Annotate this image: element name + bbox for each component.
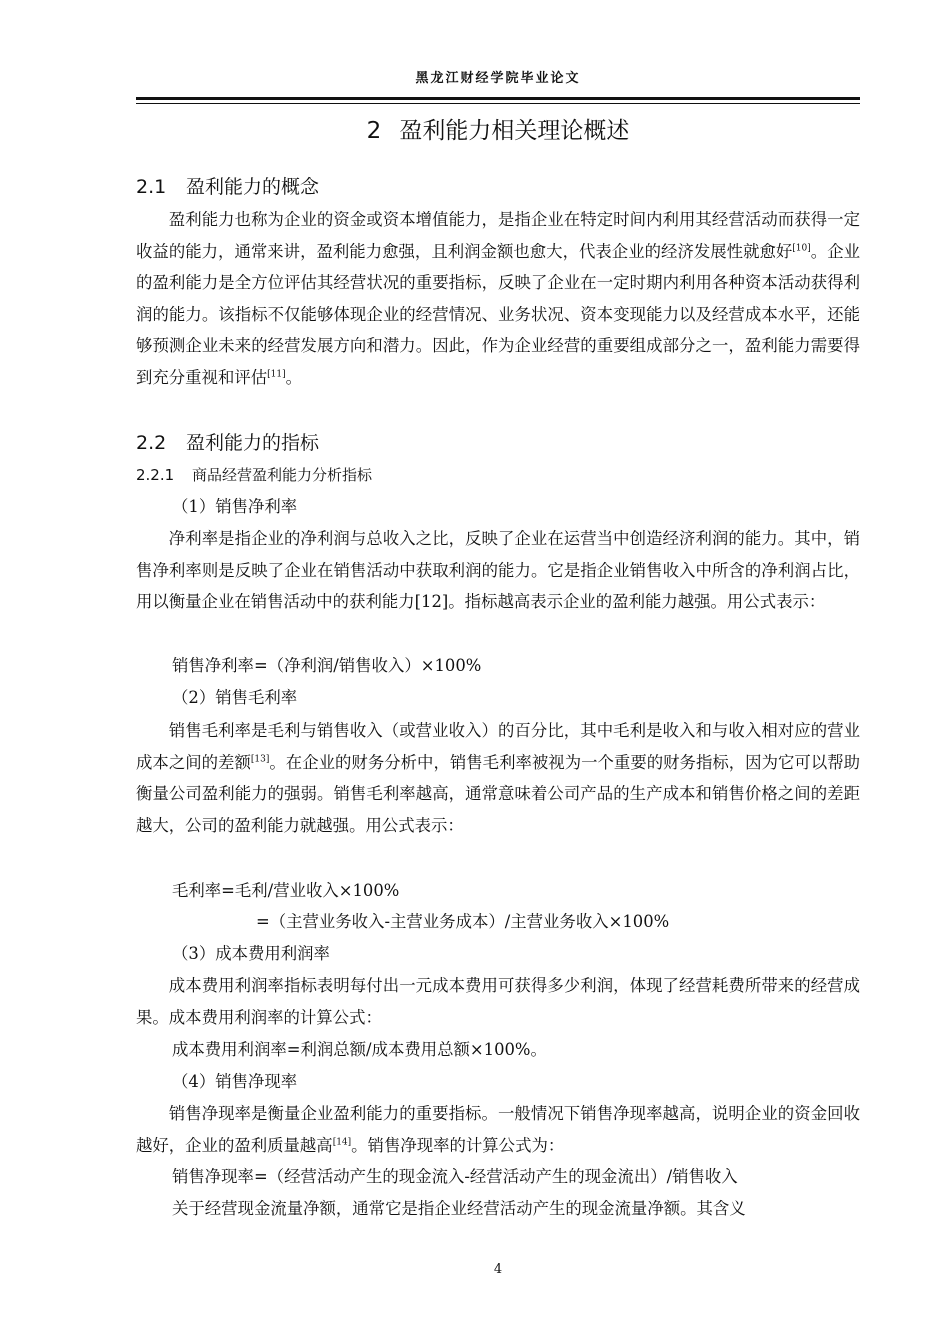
item-1-heading: （1）销售净利率	[172, 497, 298, 516]
chapter-title-text: 盈利能力相关理论概述	[399, 118, 630, 144]
formula-text: 成本费用利润率=	[172, 1040, 301, 1059]
item-4-continuation-line: 关于经营现金流量净额，通常它是指企业经营活动产生的现金流量净额。其含义	[172, 1199, 746, 1218]
section-number: 2.1	[136, 176, 167, 198]
paragraph-text: 。在企业的财务分析中，销售毛利率被视为一个重要的财务指标，因为它可以帮助衡量公司盈利能力的强弱。销售毛利率越高，通常意味着公司产品的生产成本和销售价格之间的差距越大，公司的盈利能力就越强。用公式表示：	[136, 752, 861, 835]
paragraph-text: 。企业的盈利能力是全方位评估其经营状况的重要指标，反映了企业在一定时期内利用各种资本活动获得利润的能力。该指标不仅能够体现企业的经营情况、业务状况、资本变现能力以及经营成本水平，还能够预测企业未来的经营发展方向和潜力。因此，作为企业经营的重要组成部分之一，盈利能力需要得到充分重视和评估	[136, 241, 861, 387]
header-rule-thick	[136, 97, 860, 100]
item-1-formula: 销售净利率=（净利润/销售收入）×100%	[172, 656, 482, 675]
chapter-title	[136, 114, 860, 148]
formula-text: -主营业务成本）/主营业务收入×100%	[384, 912, 670, 931]
formula-text: =（	[256, 912, 287, 931]
item-1-paragraph: 净利率是指企业的净利润与总收入之比，反映了企业在运营当中创造经济利润的能力。其中，销售净利率则是反映了企业在销售活动中获取利润的能力。它是指企业销售收入中所含的净利润占比，用以衡量企业在销售活动中的获利能力[12]。指标越高表示企业的盈利能力越强。用公式表示：	[136, 529, 860, 612]
running-header: 黑龙江财经学院毕业论文	[415, 71, 581, 86]
item-2-paragraph	[136, 715, 860, 841]
section-2-1-paragraph	[136, 204, 860, 394]
subsection-2-2-1-heading	[136, 461, 372, 489]
section-2-1-heading	[136, 172, 319, 202]
item-3-formula	[136, 1034, 896, 1066]
paragraph-text: 销售净现率是衡量企业盈利能力的重要指标。一般情况下销售净现率越高，说明企业的资金回收越好，企业的盈利质量越高	[136, 1104, 860, 1155]
citation: [11]	[267, 369, 286, 380]
paragraph-text: 。	[285, 367, 302, 387]
section-title: 盈利能力的概念	[186, 176, 320, 198]
formula-text: /	[366, 1040, 372, 1059]
section-2-2-heading	[136, 428, 319, 458]
item-4-heading: （4）销售净现率	[172, 1072, 298, 1091]
paragraph-text: 盈利能力也称为企业的资金或资本增值能力，是指企业在特定时间内利用其经营活动而获得一定收益的能力，通常来讲，盈利能力愈强，且利润金额也愈大，代表企业的经济发展性就愈好	[136, 210, 860, 261]
citation: [10]	[792, 243, 811, 254]
section-title: 盈利能力的指标	[186, 432, 320, 454]
item-2-heading: （2）销售毛利率	[172, 688, 298, 707]
citation: [14]	[332, 1137, 352, 1148]
header-rule-thin	[136, 103, 860, 104]
formula-term: 利润总额	[300, 1040, 367, 1059]
section-number: 2.2	[136, 432, 167, 454]
item-4-paragraph	[136, 1098, 860, 1161]
citation: [13]	[250, 754, 270, 765]
subsection-number: 2.2.1	[136, 466, 175, 484]
page-number: 4	[493, 1262, 503, 1277]
formula-text: ×100%。	[469, 1040, 547, 1059]
item-3-paragraph: 成本费用利润率指标表明每付出一元成本费用可获得多少利润，体现了经营耗费所带来的经营成果。成本费用利润率的计算公式：	[136, 976, 860, 1027]
formula-term: 成本费用总额	[371, 1040, 470, 1059]
paragraph-text: 。销售净现率的计算公式为：	[351, 1135, 565, 1155]
item-4-formula: 销售净现率=（经营活动产生的现金流入-经营活动产生的现金流出）/销售收入	[172, 1167, 738, 1186]
item-3-heading: （3）成本费用利润率	[172, 944, 330, 963]
paragraph-text: 销售毛利率是毛利与销售收入（或营业收入）的百分比，其中毛利是收入和与收入相对应的	[168, 721, 828, 740]
formula-term: 主营业务收入	[286, 912, 385, 931]
item-2-formula-1: 毛利率=毛利/营业收入×100%	[172, 881, 400, 900]
item-2-formula-2	[136, 906, 950, 938]
paragraph-text: 之间的差额	[168, 752, 251, 772]
subsection-title: 商品经营盈利能力分析指标	[192, 466, 373, 484]
chapter-number: 2	[366, 118, 382, 144]
term-highlight: 营业成本	[136, 721, 861, 772]
